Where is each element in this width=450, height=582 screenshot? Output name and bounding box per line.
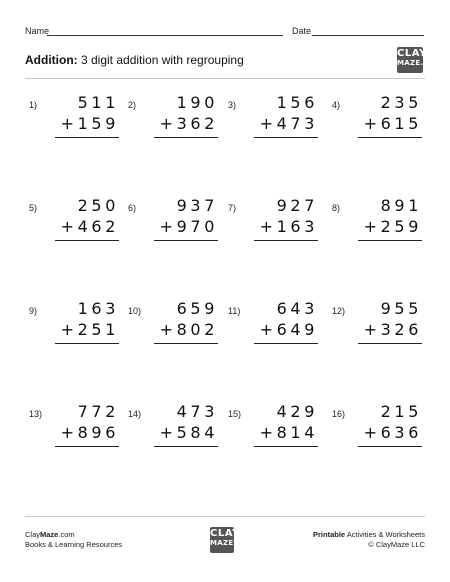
problem-number: 11): [228, 306, 241, 316]
answer-line: [358, 240, 422, 241]
footer-tagline: Books & Learning Resources: [25, 540, 123, 549]
problem-number: 1): [29, 100, 38, 110]
problem-number: 2): [128, 100, 137, 110]
footer-brand: [25, 530, 122, 550]
problem-number: 12): [332, 306, 346, 316]
problem-number: 5): [29, 203, 38, 213]
addend-top: 215: [380, 402, 422, 421]
addend-bottom: +259: [363, 217, 422, 236]
addend-bottom: +615: [363, 114, 422, 133]
problem-number: 10): [128, 306, 142, 316]
name-label: Name: [25, 26, 50, 36]
problem-9: [29, 299, 129, 347]
problem-number: 14): [128, 409, 142, 419]
problem-5: [29, 196, 129, 244]
answer-line: [154, 343, 218, 344]
addend-top: 473: [176, 402, 218, 421]
addend-top: 190: [176, 93, 218, 112]
problem-1: [29, 93, 129, 141]
answer-line: [358, 446, 422, 447]
addend-bottom: +814: [259, 423, 318, 442]
addend-bottom: +473: [259, 114, 318, 133]
answer-line: [254, 343, 318, 344]
problem-13: [29, 402, 129, 450]
problem-10: [128, 299, 228, 347]
problem-15: [228, 402, 328, 450]
footer-logo-line2: MAZE.com: [210, 539, 254, 547]
addend-top: 955: [380, 299, 422, 318]
problem-11: [228, 299, 328, 347]
answer-line: [154, 137, 218, 138]
problem-number: 13): [29, 409, 43, 419]
addend-bottom: +649: [259, 320, 318, 339]
problem-number: 9): [29, 306, 38, 316]
addend-bottom: +462: [60, 217, 119, 236]
addend-top: 891: [380, 196, 422, 215]
addend-bottom: +584: [159, 423, 218, 442]
addend-bottom: +896: [60, 423, 119, 442]
addend-bottom: +163: [259, 217, 318, 236]
footer-printable: Printable Activities & Worksheets: [313, 530, 425, 539]
logo-line1: CLAY: [397, 48, 427, 59]
claymaze-footer-logo-icon: [210, 527, 254, 553]
problem-6: [128, 196, 228, 244]
addend-top: 429: [276, 402, 318, 421]
problem-7: [228, 196, 328, 244]
footer-info: [313, 530, 425, 550]
problem-number: 16): [332, 409, 346, 419]
answer-line: [55, 240, 119, 241]
addend-top: 937: [176, 196, 218, 215]
problem-4: [332, 93, 432, 141]
addend-top: 156: [276, 93, 318, 112]
problem-number: 7): [228, 203, 237, 213]
addend-top: 927: [276, 196, 318, 215]
addend-bottom: +251: [60, 320, 119, 339]
title-topic: Addition:: [25, 53, 78, 67]
addend-top: 643: [276, 299, 318, 318]
problem-16: [332, 402, 432, 450]
answer-line: [154, 240, 218, 241]
addend-top: 772: [77, 402, 119, 421]
date-label: Date: [292, 26, 312, 36]
addend-bottom: +326: [363, 320, 422, 339]
addend-top: 163: [77, 299, 119, 318]
addend-top: 511: [77, 93, 119, 112]
problem-number: 15): [228, 409, 242, 419]
problem-number: 4): [332, 100, 341, 110]
footer-copyright: © ClayMaze LLC: [368, 540, 425, 549]
answer-line: [55, 137, 119, 138]
addend-top: 250: [77, 196, 119, 215]
answer-line: [254, 240, 318, 241]
footer-logo-line1: CLAY: [210, 528, 240, 539]
problem-3: [228, 93, 328, 141]
addend-bottom: +802: [159, 320, 218, 339]
addend-bottom: +159: [60, 114, 119, 133]
problem-number: 8): [332, 203, 341, 213]
addend-top: 235: [380, 93, 422, 112]
answer-line: [358, 343, 422, 344]
logo-line2: MAZE.com: [397, 59, 441, 67]
problem-14: [128, 402, 228, 450]
title-description: 3 digit addition with regrouping: [77, 53, 244, 67]
footer-site: ClayMaze.com: [25, 530, 75, 539]
answer-line: [55, 446, 119, 447]
addend-bottom: +636: [363, 423, 422, 442]
problem-12: [332, 299, 432, 347]
answer-line: [254, 137, 318, 138]
addend-bottom: +362: [159, 114, 218, 133]
answer-line: [254, 446, 318, 447]
answer-line: [55, 343, 119, 344]
addend-bottom: +970: [159, 217, 218, 236]
addend-top: 659: [176, 299, 218, 318]
footer-divider: [25, 516, 425, 517]
problem-number: 6): [128, 203, 137, 213]
problem-number: 3): [228, 100, 237, 110]
answer-line: [154, 446, 218, 447]
answer-line: [358, 137, 422, 138]
problem-8: [332, 196, 432, 244]
problem-2: [128, 93, 228, 141]
